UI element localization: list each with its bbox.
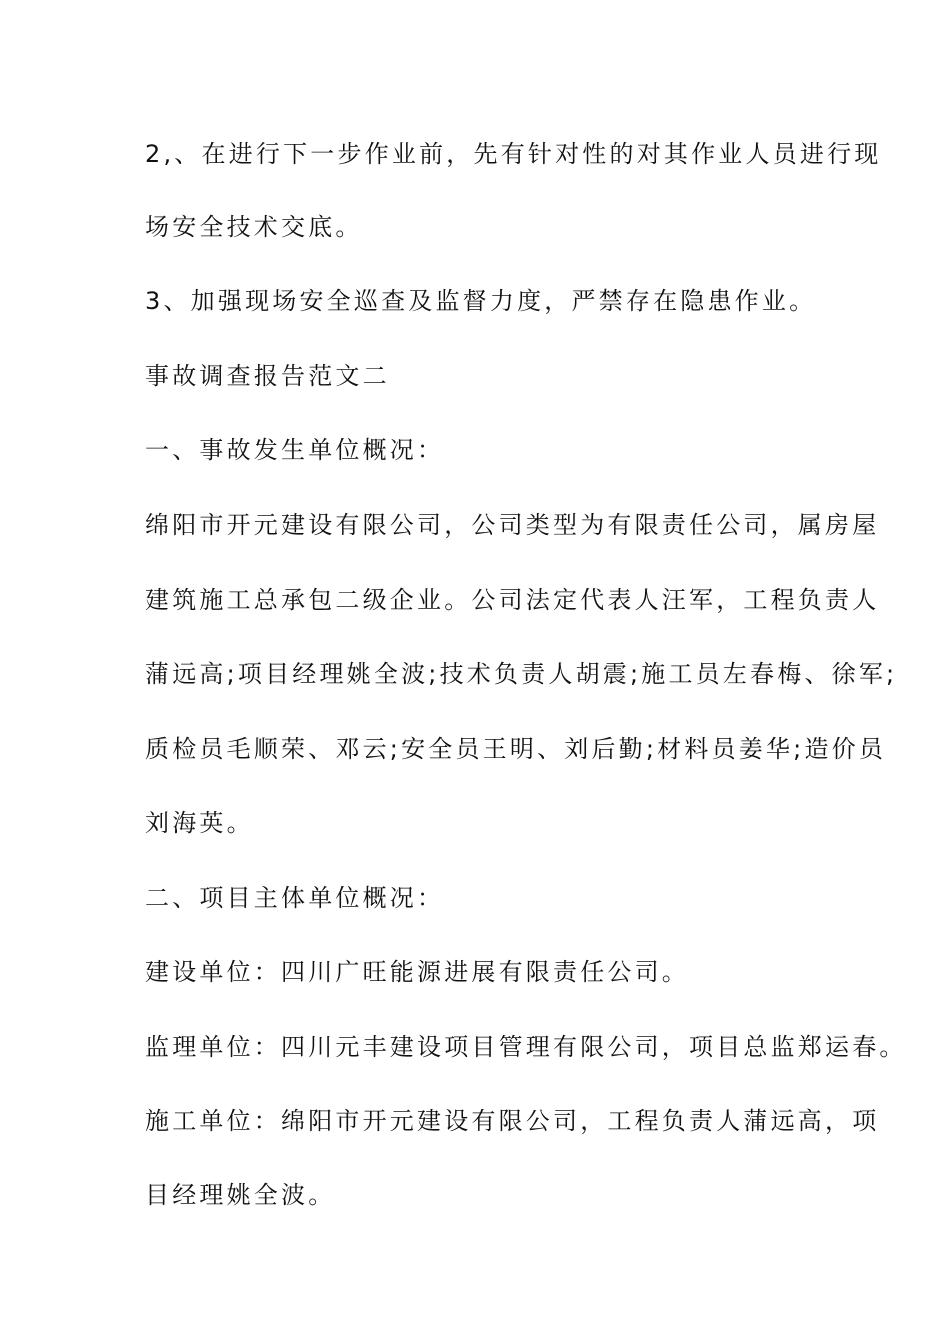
text-line: 场安全技术交底。 xyxy=(145,213,363,241)
text-line: 蒲远高;项目经理姚全波;技术负责人胡震;施工员左春梅、徐军; xyxy=(145,660,898,688)
text-line: 目经理姚全波。 xyxy=(145,1181,336,1209)
section-heading: 二、项目主体单位概况： xyxy=(145,884,445,912)
text-line: 2,、在进行下一步作业前，先有针对性的对其作业人员进行现 xyxy=(145,140,882,168)
section-heading: 一、事故发生单位概况： xyxy=(145,436,445,464)
text-line: 施工单位：绵阳市开元建设有限公司，工程负责人蒲远高，项 xyxy=(145,1107,880,1135)
text-line: 建筑施工总承包二级企业。公司法定代表人汪军，工程负责人 xyxy=(145,586,880,614)
text-line: 质检员毛顺荣、邓云;安全员王明、刘后勤;材料员姜华;造价员 xyxy=(145,735,887,763)
section-title: 事故调查报告范文二 xyxy=(145,362,390,390)
text-line: 刘海英。 xyxy=(145,809,254,837)
text-line: 绵阳市开元建设有限公司，公司类型为有限责任公司，属房屋 xyxy=(145,511,880,539)
text-line: 监理单位：四川元丰建设项目管理有限公司，项目总监郑运春。 xyxy=(145,1033,907,1061)
text-line: 3、加强现场安全巡查及监督力度，严禁存在隐患作业。 xyxy=(145,287,817,315)
text-line: 建设单位：四川广旺能源进展有限责任公司。 xyxy=(145,958,689,986)
